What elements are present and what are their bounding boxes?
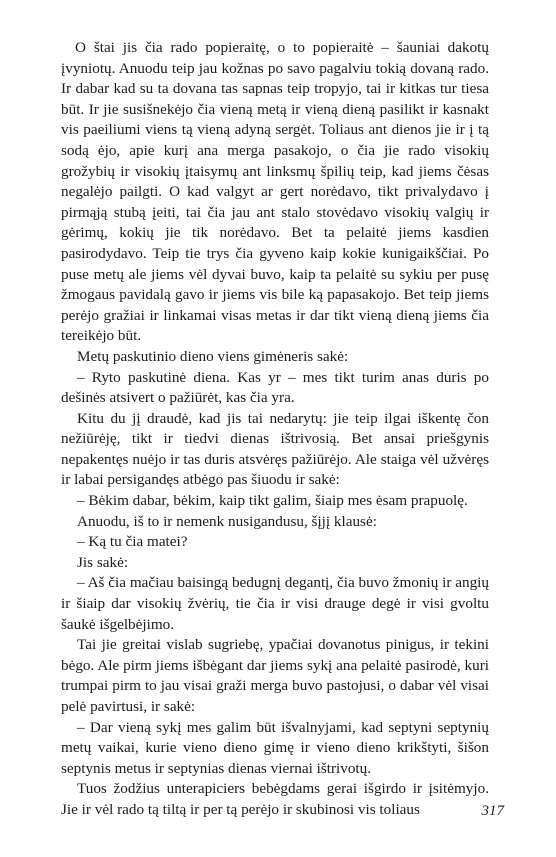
paragraph-9: – Aš čia mačiau baisingą bedugnį degantį, čia buvo žmonių ir angių ir šiaip dar visokių žvėrių, tie čia ir visi drauge degė ir visi gvoltu šaukė išgelbėjimo. (61, 574, 489, 633)
paragraph-12: Tuos žodžius unterapiciers bebėgdams gerai išgirdo ir įsitėmyjo. Jie ir vėl rado tą tiltą ir per tą perėjo ir skubinosi vis toliaus (61, 780, 489, 818)
paragraph-5: – Bėkim dabar, bėkim, kaip tikt galim, šiaip mes ėsam prapuolę. (77, 492, 468, 510)
paragraph-3: – Ryto paskutinė diena. Kas yr – mes tikt turim anas duris po dešinės atsivert o pažiūrėt, kas čia yra. (61, 368, 489, 407)
paragraph-11: – Dar vieną sykį mes galim būt išvalnyjami, kad septyni septynių metų vaikai, kurie vieno dieno gimę ir vieno dieno krikštyti, šišon septynis metus ir septynias dienas viernai ištrivotų. (61, 718, 489, 777)
page-number: 317 (481, 803, 504, 819)
paragraph-8: Jis sakė: (77, 553, 129, 571)
paragraph-7: – Ką tu čia matei? (77, 533, 188, 551)
page-body-text (61, 38, 489, 821)
paragraph-6: Anuodu, iš to ir nemenk nusigandusu, šįjį klausė: (77, 512, 377, 530)
paragraph-10: Tai jie greitai vislab sugriebę, ypačiai dovanotus pinigus, ir tekini bėgo. Ale pirm jiems išbėgant dar jiems sykį ana pelaitė pasirodė, kuri trumpai pirm to jau visai graži merga buvo pastojusi, o dabar vėl visai pelė pavirtusi, ir sakė: (61, 636, 489, 715)
paragraph-2: Metų paskutinio dieno viens gimėneris sakė: (77, 347, 349, 365)
paragraph-1: O štai jis čia rado popieraitę, o to popieraitė – šauniai dakotų įvyniotų. Anuodu teip jau kožnas po savo pagalviu tokią dovaną rado. Ir dabar kad su ta dovana tas sapnas teip tropyjo, tai ir kitkas tur tiesa būt. Ir jie susišnekėjo čia vieną metą ir vieną dieną pasilikt ir kasnakt vis paeiliumi viens tą vieną adyną sergėt. Toliaus ant dienos jie ir į tą sodą ėjo, apie kurį ana merga pasakojo, o čia jie rado visokių grožybių ir visokių įtaisymų ant linksmų špilių teip, kad jiems čėsas negalėjo pailgti. O kad valgyt ar gert norėdavo, tikt privalydavo į pirmąją stubą įeiti, tai čia jau ant stalo stovėdavo visokių valgių ir gėrimų, kokių jie tik norėdavo. Bet ta pelaitė jiems kasdien pasirodydavo. Teip tie trys čia gyveno kaip kokie kunigaikščiai. Po puse metų ale jiems vėl dyvai buvo, kaip ta pelaitė su sykiu per pusę žmogaus pavidalą gavo ir jiems vis bile ką papasakojo. Bet teip jiems perėjo gražiai ir linkamai visas metas ir dar tikt vieną dieną jiems čia tereikėjo būt. (61, 39, 489, 345)
paragraph-4: Kitu du jį draudė, kad jis tai nedarytų: jie teip ilgai iškentę čon nežiūrėję, tikt ir tiedvi dienas ištrivosią. Bet ansai priešgynis nepakentęs nuėjo ir tas duris atsvėręs pažiūrėjo. Ale staiga vėl užvėręs ir labai persigandęs atbėgo pas šiuodu ir sakė: (61, 409, 489, 489)
